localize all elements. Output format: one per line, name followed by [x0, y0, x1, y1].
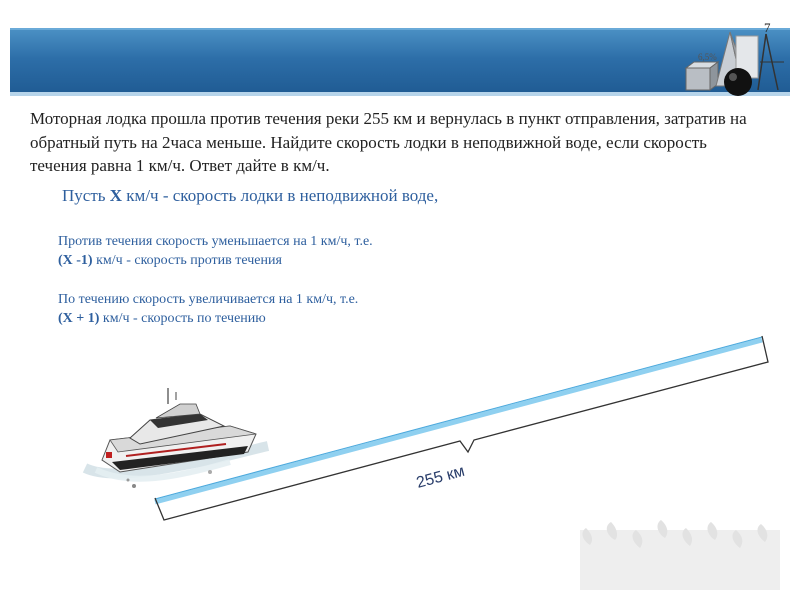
along-current-line1: По течению скорость увеличивается на 1 км/ч, т.е.	[58, 292, 359, 307]
logo-label: 6,5%	[698, 52, 717, 62]
against-current-expr: (Х -1)	[58, 253, 93, 268]
against-current-line1: Против течения скорость уменьшается на 1 км/ч, т.е.	[58, 234, 373, 249]
along-current-expr: (Х + 1)	[58, 311, 100, 326]
let-prefix: Пусть	[62, 186, 110, 205]
let-variable: Х	[109, 186, 123, 205]
along-current-desc: км/ч - скорость по течению	[99, 311, 266, 326]
decorative-plants	[580, 520, 780, 590]
motor-boat	[85, 388, 268, 488]
let-suffix: км/ч - скорость лодки в неподвижной воде,	[122, 186, 439, 205]
problem-text: Моторная лодка прошла против течения реки 255 км и вернулась в пункт отправления, затратив на обратный путь на 2часа меньше. Найдите скорость лодки в неподвижной воде, если скорость течения равна 1 км/ч. Ответ дайте в км/ч.	[30, 109, 747, 175]
logo-number: 7	[764, 20, 771, 35]
distance-label: 255 км	[414, 462, 467, 492]
against-current-desc: км/ч - скорость против течения	[92, 253, 282, 268]
